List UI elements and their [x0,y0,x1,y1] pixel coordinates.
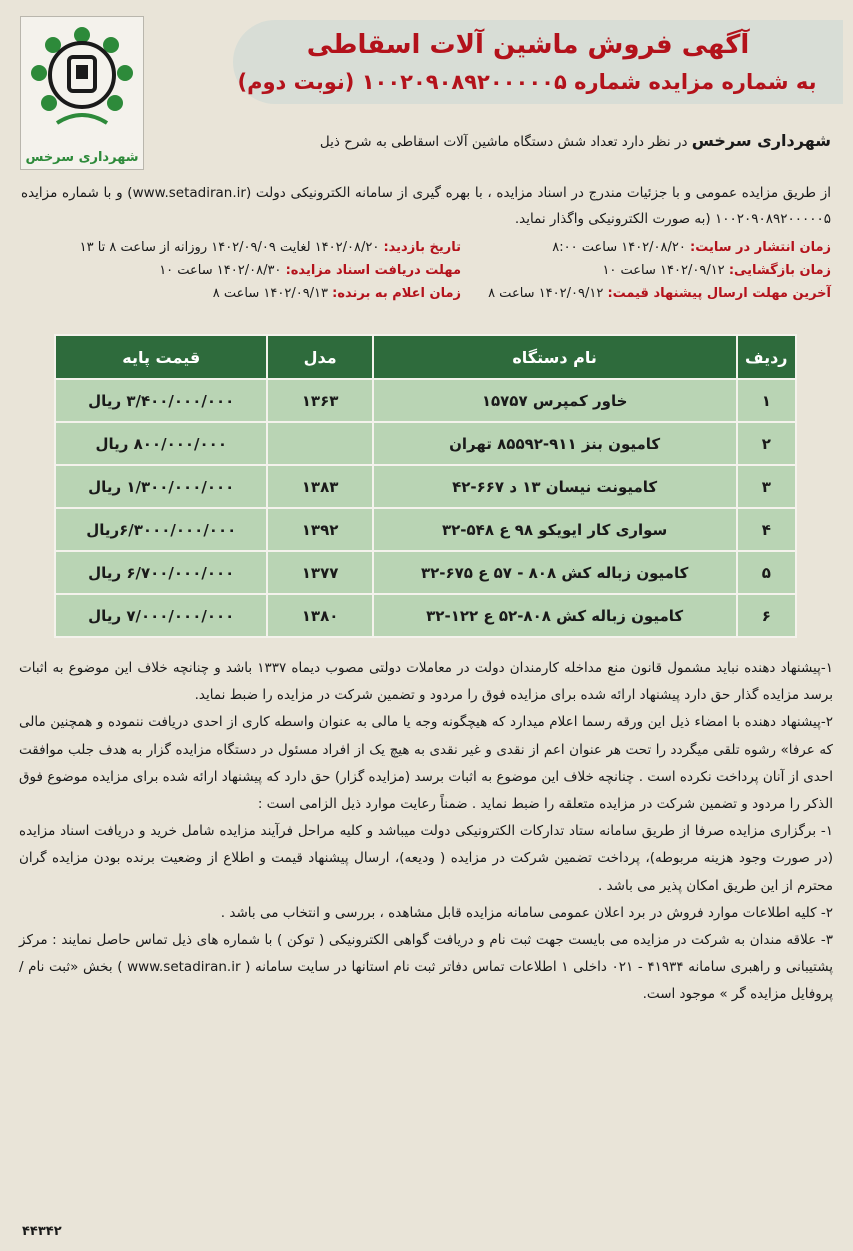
visit-date-label: تاریخ بازدید: [383,240,461,255]
org-name: شهرداری سرخس [691,131,831,150]
col-header-price: قیمت پایه [55,335,267,379]
cell-model: ۱۳۸۰ [267,594,372,637]
condition-paragraph: ۲- کلیه اطلاعات موارد فروش در برد اعلان عمومی سامانه مزایده قابل مشاهده ، بررسی و انتخاب می باشد . [220,904,833,921]
cell-price: ۶/۳۰۰۰/۰۰۰/۰۰۰ریال [55,508,267,551]
cell-price: ۳/۴۰۰/۰۰۰/۰۰۰ ریال [55,379,267,422]
table-header-row [55,335,796,379]
col-header-row: ردیف [737,335,796,379]
bid-deadline-value: ۱۴۰۲/۰۹/۱۲ ساعت ۸ [488,286,608,301]
date-row [19,240,831,263]
winner-date-label: زمان اعلام به برنده: [332,286,461,301]
docs-deadline-label: مهلت دریافت اسناد مزایده: [285,263,461,278]
cell-price: ۷/۰۰۰/۰۰۰/۰۰۰ ریال [55,594,267,637]
table-row [55,422,796,465]
cell-model: ۱۳۶۳ [267,379,372,422]
dates-block [19,240,831,309]
condition-paragraph: ۳- علاقه مندان به شرکت در مزایده می بایست جهت ثبت نام و دریافت گواهی الکترونیکی ( توکن ) با شماره های ذیل تماس حاصل نمایند : مرکز پشتیبانی و راهبری سامانه ۴۱۹۳۴ - ۰۲۱ داخلی ۱ اطلاعات تماس دفاتر ثبت نام استانها در سایت سامانه ( www.setadiran.ir ) بخش «ثبت نام / پروفایل مزایده گر » موجود است. [19,932,833,1003]
cell-row: ۴ [737,508,796,551]
cell-row: ۱ [737,379,796,422]
condition-paragraph: ۱-پیشنهاد دهنده نباید مشمول قانون منع مداخله کارمندان دولت در معاملات دولتی مصوب دیماه ۱۳۳۷ باشد و چنانچه خلاف این موضوع به اثبات برسد مزایده گذار حق دارد پیشنهاد ارائه شده برای مزایده فوق را مردود و تضمین شرکت در مزایده را ضبط نماید. [19,660,833,704]
condition-paragraph: ۲-پیشنهاد دهنده با امضاء ذیل این ورقه رسما اعلام میدارد که هیچگونه وجه یا مالی به عنوان واسطه کاری از احدی دریافت ننموده و همچنین مالی که عرفا» رشوه تلقی میگردد را تحت هر عنوان اعم از نقدی و غیر نقدی به هیچ یک از افراد مسئول در دستگاه مزایده گزار به هدف جلب موافقت احدی از آنان پرداخت نکرده است . چنانچه خلاف این موضوع به اثبات برسد (مزایده گزار) حق دارد که پیشنهاد ارائه شده برای مزایده موضوع فوق الذکر را مردود و تضمین شرکت در مزایده متعلقه را ضبط نماید . ضمناً رعایت موارد ذیل الزامی است : [19,714,833,813]
col-header-model: مدل [267,335,372,379]
notice-subtitle: به شماره مزایده شماره ۱۰۰۲۰۹۰۸۹۲۰۰۰۰۰۵ (نوبت دوم) [237,70,817,94]
cell-row: ۳ [737,465,796,508]
cell-name: کامیون زباله کش ۸۰۸ - ۵۷ ع ۶۷۵-۳۲ [373,551,737,594]
cell-model: ۱۳۸۳ [267,465,372,508]
date-row [19,286,831,309]
publish-date-label: زمان انتشار در سایت: [690,240,831,255]
intro-text-2: از طریق مزایده عمومی و با جزئیات مندرج در اسناد مزایده ، با بهره گیری از سامانه الکترونیکی دولت (www.setadiran.ir) و با شماره مزایده ۱۰۰۲۰۹۰۸۹۲۰۰۰۰۰۵ (به صورت الکترونیکی واگذار نماید. [21,185,831,227]
cell-row: ۲ [737,422,796,465]
logo-caption: شهرداری سرخس [25,150,139,165]
cell-price: ۶/۷۰۰/۰۰۰/۰۰۰ ریال [55,551,267,594]
visit-date-value: ۱۴۰۲/۰۸/۲۰ لغایت ۱۴۰۲/۰۹/۰۹ روزانه از ساعت ۸ تا ۱۳ [79,240,384,255]
date-row [19,263,831,286]
cell-price: ۱/۳۰۰/۰۰۰/۰۰۰ ریال [55,465,267,508]
cell-row: ۶ [737,594,796,637]
docs-deadline-value: ۱۴۰۲/۰۸/۳۰ ساعت ۱۰ [159,263,286,278]
col-header-name: نام دستگاه [373,335,737,379]
cell-model [267,422,372,465]
bid-deadline-label: آخرین مهلت ارسال پیشنهاد قیمت: [607,286,831,301]
table-row [55,594,796,637]
opening-date-value: ۱۴۰۲/۰۹/۱۲ ساعت ۱۰ [602,263,729,278]
notice-code: ۴۴۳۴۲ [22,1224,62,1239]
table-row [55,465,796,508]
publish-date-value: ۱۴۰۲/۰۸/۲۰ ساعت ۸:۰۰ [552,240,690,255]
table-row [55,379,796,422]
cell-model: ۱۳۹۲ [267,508,372,551]
intro-line [171,128,831,155]
table-row [55,551,796,594]
equipment-table [54,334,797,638]
title-banner [233,20,843,104]
notice-title: آگهی فروش ماشین آلات اسقاطی [306,30,750,60]
municipality-logo [20,16,144,170]
emblem-icon [27,23,137,141]
cell-name: کامیون بنز ۹۱۱-۸۵۵۹۲ تهران [373,422,737,465]
cell-row: ۵ [737,551,796,594]
intro-text-1: در نظر دارد تعداد شش دستگاه ماشین آلات اسقاطی به شرح ذیل [319,134,692,150]
opening-date-label: زمان بازگشایی: [728,263,831,278]
table-row [55,508,796,551]
cell-model: ۱۳۷۷ [267,551,372,594]
condition-paragraph: ۱- برگزاری مزایده صرفا از طریق سامانه ستاد تدارکات الکترونیکی دولت میباشد و کلیه مراحل فرآیند مزایده شامل خرید و دریافت اسناد مزایده (در صورت وجود هزینه مربوطه)، پرداخت تضمین شرکت در مزایده ( ودیعه)، ارسال پیشنهاد قیمت و اطلاع از وضعیت برنده بودن مزایده گران محترم از این طریق امکان پذیر می باشد . [19,823,833,894]
cell-name: سواری کار ایویکو ۹۸ ع ۵۴۸-۳۲ [373,508,737,551]
cell-name: خاور کمپرس ۱۵۷۵۷ [373,379,737,422]
cell-name: کامیون زباله کش ۸۰۸-۵۲ ع ۱۲۲-۳۲ [373,594,737,637]
conditions [19,655,833,1009]
winner-date-value: ۱۴۰۲/۰۹/۱۳ ساعت ۸ [212,286,333,301]
cell-name: کامیونت نیسان ۱۳ د ۶۶۷-۴۲ [373,465,737,508]
cell-price: ۸۰۰/۰۰۰/۰۰۰ ریال [55,422,267,465]
